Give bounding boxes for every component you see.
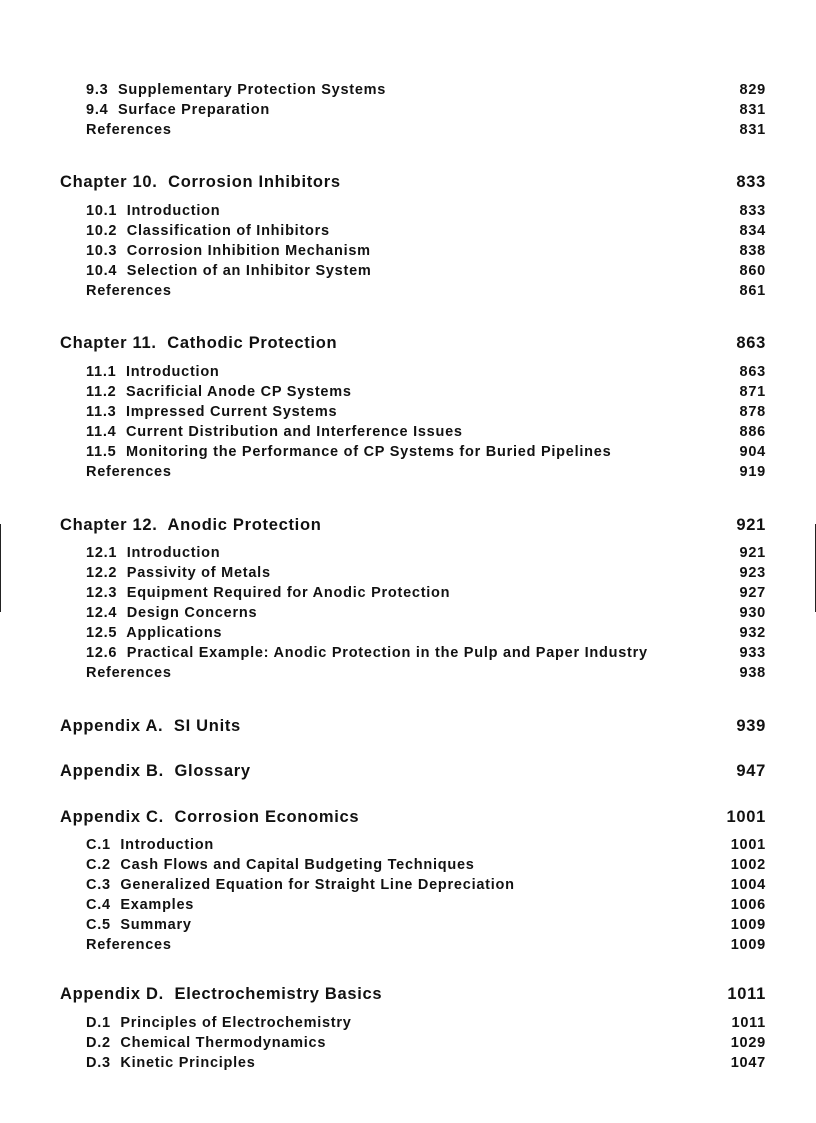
chapter-page: 1011	[727, 984, 766, 1003]
entry-title: 11.3 Impressed Current Systems	[86, 404, 338, 420]
chapter-page: 939	[736, 716, 766, 735]
toc-entry-references	[60, 281, 766, 301]
entry-page: 871	[739, 384, 766, 400]
toc-chapter-12	[60, 513, 766, 537]
entry-title: 11.1 Introduction	[86, 364, 220, 380]
entry-page: 886	[739, 424, 766, 440]
toc-chapter-10	[60, 170, 766, 194]
entry-page: 1047	[730, 1055, 766, 1071]
entry-page: 930	[739, 605, 766, 621]
entry-title: 10.4 Selection of an Inhibitor System	[86, 263, 372, 279]
entry-page: 838	[739, 243, 766, 259]
toc-appendix-b	[60, 759, 766, 783]
toc-entry-10-3	[60, 241, 766, 261]
chapter-title: Appendix B. Glossary	[60, 761, 251, 780]
entry-page: 1001	[730, 837, 766, 853]
entry-page: 1011	[731, 1015, 766, 1031]
toc-entry-11-5	[60, 442, 766, 462]
toc-entry-12-4	[60, 603, 766, 623]
entry-page: 919	[739, 464, 766, 480]
entry-title: 12.5 Applications	[86, 625, 223, 641]
entry-page: 933	[739, 645, 766, 661]
entry-page: 938	[739, 665, 766, 681]
entry-title: 12.4 Design Concerns	[86, 605, 258, 621]
entry-page: 878	[739, 404, 766, 420]
toc-entry-12-1	[60, 543, 766, 563]
entry-page: 831	[739, 122, 766, 138]
entry-title: C.5 Summary	[86, 917, 192, 933]
entry-page: 831	[739, 102, 766, 118]
entry-page: 829	[739, 82, 766, 98]
entry-title: C.1 Introduction	[86, 837, 214, 853]
toc-entry-11-3	[60, 402, 766, 422]
entry-title: References	[86, 665, 172, 681]
entry-title: 10.3 Corrosion Inhibition Mechanism	[86, 243, 371, 259]
toc-entry-c-2	[60, 855, 766, 875]
toc-entry-12-5	[60, 623, 766, 643]
toc-entry-references	[60, 120, 766, 140]
entry-page: 932	[739, 625, 766, 641]
entry-title: D.3 Kinetic Principles	[86, 1055, 256, 1071]
toc-entry-c-1	[60, 835, 766, 855]
toc-entry-10-2	[60, 221, 766, 241]
chapter-page: 921	[736, 515, 766, 534]
entry-title: 9.4 Surface Preparation	[86, 102, 271, 118]
chapter-page: 1001	[726, 807, 766, 826]
entry-title: 11.5 Monitoring the Performance of CP Systems for Buried Pipelines	[86, 444, 612, 460]
entry-page: 863	[739, 364, 766, 380]
entry-title: 11.2 Sacrificial Anode CP Systems	[86, 384, 352, 400]
entry-title: 10.1 Introduction	[86, 203, 221, 219]
toc-entry-12-2	[60, 563, 766, 583]
entry-page: 1029	[730, 1035, 766, 1051]
entry-title: 12.1 Introduction	[86, 545, 221, 561]
toc-entry-d-3	[60, 1053, 766, 1073]
entry-title: 12.3 Equipment Required for Anodic Protection	[86, 585, 451, 601]
entry-page: 834	[739, 223, 766, 239]
entry-title: C.3 Generalized Equation for Straight Line Depreciation	[86, 877, 515, 893]
entry-page: 927	[739, 585, 766, 601]
entry-title: 11.4 Current Distribution and Interference Issues	[86, 424, 463, 440]
chapter-title: Chapter 12. Anodic Protection	[60, 515, 322, 534]
toc-entry-10-1	[60, 201, 766, 221]
entry-page: 1009	[730, 937, 766, 953]
chapter-page: 833	[736, 172, 766, 191]
chapter-title: Chapter 11. Cathodic Protection	[60, 333, 338, 352]
toc-appendix-a	[60, 714, 766, 738]
toc-entry-12-6	[60, 643, 766, 663]
toc-entry-11-4	[60, 422, 766, 442]
entry-title: C.2 Cash Flows and Capital Budgeting Techniques	[86, 857, 475, 873]
toc-appendix-d	[60, 982, 766, 1006]
entry-page: 923	[739, 565, 766, 581]
entry-title: References	[86, 283, 172, 299]
toc-appendix-c	[60, 805, 766, 829]
chapter-title: Appendix C. Corrosion Economics	[60, 807, 360, 826]
toc-entry-c-4	[60, 895, 766, 915]
entry-page: 860	[739, 263, 766, 279]
toc-entry-references	[60, 663, 766, 683]
entry-page: 904	[739, 444, 766, 460]
chapter-page: 863	[736, 333, 766, 352]
toc-entry-11-2	[60, 382, 766, 402]
toc-entry-9-3	[60, 80, 766, 100]
toc-entry-c-3	[60, 875, 766, 895]
toc-entry-c-5	[60, 915, 766, 935]
toc-entry-d-1	[60, 1013, 766, 1033]
toc-entry-references	[60, 462, 766, 482]
entry-title: References	[86, 464, 172, 480]
entry-title: 9.3 Supplementary Protection Systems	[86, 82, 387, 98]
chapter-title: Chapter 10. Corrosion Inhibitors	[60, 172, 341, 191]
entry-title: 12.6 Practical Example: Anodic Protection in the Pulp and Paper Industry	[86, 645, 648, 661]
page-edge-left	[0, 524, 1, 612]
chapter-title: Appendix A. SI Units	[60, 716, 241, 735]
toc-entry-10-4	[60, 261, 766, 281]
entry-page: 861	[739, 283, 766, 299]
entry-page: 1009	[730, 917, 766, 933]
toc-entry-9-4	[60, 100, 766, 120]
entry-page: 1002	[730, 857, 766, 873]
toc-entry-references	[60, 935, 766, 955]
toc-entry-12-3	[60, 583, 766, 603]
entry-page: 921	[739, 545, 766, 561]
entry-title: D.2 Chemical Thermodynamics	[86, 1035, 327, 1051]
chapter-title: Appendix D. Electrochemistry Basics	[60, 984, 383, 1003]
entry-title: 12.2 Passivity of Metals	[86, 565, 271, 581]
toc-entry-d-2	[60, 1033, 766, 1053]
entry-title: 10.2 Classification of Inhibitors	[86, 223, 330, 239]
chapter-page: 947	[736, 761, 766, 780]
entry-title: D.1 Principles of Electrochemistry	[86, 1015, 352, 1031]
entry-title: C.4 Examples	[86, 897, 195, 913]
entry-page: 1006	[730, 897, 766, 913]
entry-title: References	[86, 937, 172, 953]
toc-chapter-11	[60, 331, 766, 355]
entry-title: References	[86, 122, 172, 138]
entry-page: 833	[739, 203, 766, 219]
toc-entry-11-1	[60, 362, 766, 382]
entry-page: 1004	[730, 877, 766, 893]
